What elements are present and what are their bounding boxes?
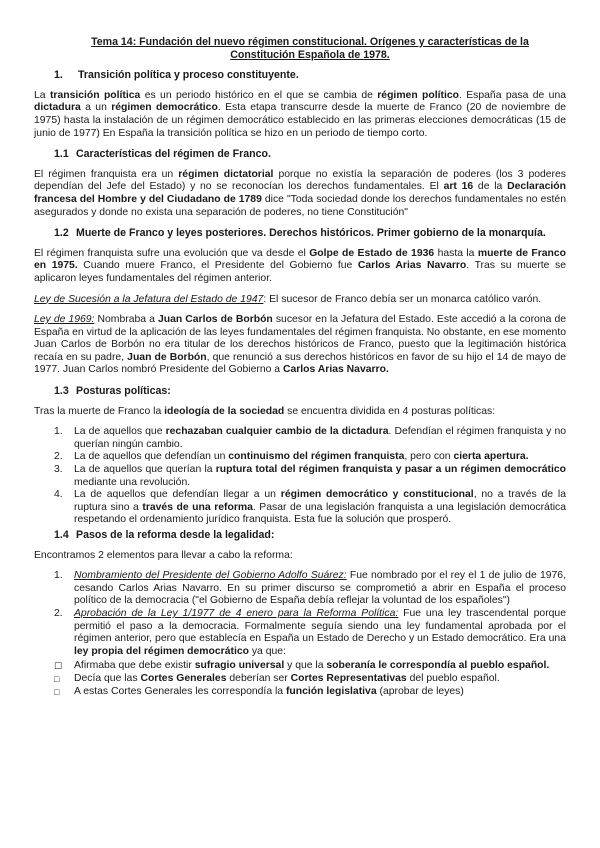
law-link-text: Ley de Sucesión a la Jefatura del Estado de 1947 [34,293,264,305]
list-item: □ A estas Cortes Generales les correspondía la función legislativa (aprobar de leyes) [54,685,464,697]
section-1-heading [34,69,566,82]
law-link-text: Nombramiento del Presidente del Gobierno Adolfo Suárez: [74,570,347,582]
section-number: 1.1 [54,148,69,161]
paragraph-ley-1969: Ley de 1969: Nombraba a Juan Carlos de Borbón sucesor en la Jefatura del Estado. Este accedió a la corona de España en virtud de la aplicación de las leyes fundamentales del régimen franquista. No obstante, en ese momento Juan Carlos de Borbón no era titular de los derechos históricos de Franco, puesto que la legitimación histórica recaía en su padre, Juan de Borbón, que renunció a sus derechos históricos en favor de su hijo el 14 de mayo de 1977. Juan Carlos nombró Presidente del Gobierno a Carlos Arias Navarro. [34,314,567,376]
section-title: Posturas políticas: [76,385,171,398]
list-item: 2. Aprobación de la Ley 1/1977 de 4 enero para la Reforma Política: Fue una ley trascendental porque permitió el paso a la democracia. Formalmente seguía siendo una ley fundamental aprobada por el régimen anterior, pero que establecía en España un Estado de Derecho y un Estado democrático. Era una ley propia del régimen democrático ya que: [54,607,566,657]
section-1-2-heading [34,227,566,240]
list-item: 1. La de aquellos que rechazaban cualquier cambio de la dictadura. Defendían el régimen franquista y no querían ningún cambio. [54,426,566,450]
list-item: 3. La de aquellos que querían la ruptura total del régimen franquista y pasar a un régimen democrático mediante una revolución. [54,464,566,488]
square-bullet-icon: □ [54,673,60,684]
section-1-4-heading [34,529,566,542]
posturas-list [34,426,566,527]
list-item: 1. Nombramiento del Presidente del Gobierno Adolfo Suárez: Fue nombrado por el rey el 1 de julio de 1976, cesando Carlos Arias Navarro. En su primer discurso se comprometió a abrir en España el proceso político de la democracia ("el Gobierno de España debía reflejar la voluntad de los españoles") [54,570,566,607]
section-title: Características del régimen de Franco. [76,148,271,161]
section-title: Transición política y proceso constituyente. [78,69,299,82]
section-1-1-heading [34,148,566,161]
list-item: 4. La de aquellos que defendían llegar a un régimen democrático y constitucional, no a través de la ruptura sino a través de una reforma. Pasar de una legislación franquista a una legislación democrática respetando el ordenamiento jurídico franquista. Esta fue la solución que prosperó. [54,489,566,526]
pasos-list [34,570,566,658]
list-item: 2. La de aquellos que defendían un continuismo del régimen franquista, pero con cierta apertura. [54,451,529,463]
law-link-text: Aprobación de la Ley 1/1977 de 4 enero para la Reforma Política: [74,607,399,619]
section-1-3-heading [34,385,566,398]
paragraph-ley-sucesion: Ley de Sucesión a la Jefatura del Estado de 1947: El sucesor de Franco debía ser un monarca católico varón. [34,293,542,305]
section-number: 1.3 [54,385,69,398]
document-title: Tema 14: Fundación del nuevo régimen constitucional. Orígenes y características de la Constitución Española de 1978. [91,36,529,61]
paragraph-evolucion: El régimen franquista sufre una evolución que va desde el Golpe de Estado de 1936 hasta la muerte de Franco en 1975. Cuando muere Franco, el Presidente del Gobierno fue Carlos Arias Navarro. Tras su muerte se aplicaron leyes fundamentales del régimen anterior. [34,247,567,284]
section-number: 1.2 [54,227,69,240]
paragraph-posturas-intro: Tras la muerte de Franco la ideología de la sociedad se encuentra dividida en 4 posturas políticas: [34,405,496,417]
section-number: 1.4 [54,529,69,541]
paragraph-transicion: La transición política es un periodo histórico en el que se cambia de régimen político. España pasa de una dictadura a un régimen democrático. Esta etapa transcurre desde la muerte de Franco (20 de noviembre de 1975) hasta la instalación de un régimen democrático establecido en las primeras elecciones democráticas (15 de junio de 1977) En España la transición política se hizo en un periodo de tiempo corto. [34,89,567,139]
section-number: 1. [54,69,63,82]
reforma-bullets [34,660,566,698]
square-bullet-icon: □ [54,686,60,697]
section-title: Muerte de Franco y leyes posteriores. Derechos históricos. Primer gobierno de la monarquía. [76,227,546,240]
section-title: Pasos de la reforma desde la legalidad: [76,529,275,541]
paragraph-regimen-franco: El régimen franquista era un régimen dictatorial porque no existía la separación de poderes (los 3 poderes dependían del Jefe del Estado) y no se reconocían los derechos fundamentales. El art 16 de la Declaración francesa del Hombre y del Ciudadano de 1789 dice "Toda sociedad donde los derechos fundamentales no estén asegurados y donde no exista una separación de poderes, no tiene Constitución" [34,168,567,218]
paragraph-reforma-intro: Encontramos 2 elementos para llevar a cabo la reforma: [34,549,293,561]
list-item: ☐ Afirmaba que debe existir sufragio universal y que la soberanía le correspondía al pueblo español. [54,660,550,672]
list-item: □ Decía que las Cortes Generales deberían ser Cortes Representativas del pueblo español. [54,672,500,684]
law-link-text: Ley de 1969: [34,314,95,326]
checkbox-bullet-icon: ☐ [54,661,63,672]
